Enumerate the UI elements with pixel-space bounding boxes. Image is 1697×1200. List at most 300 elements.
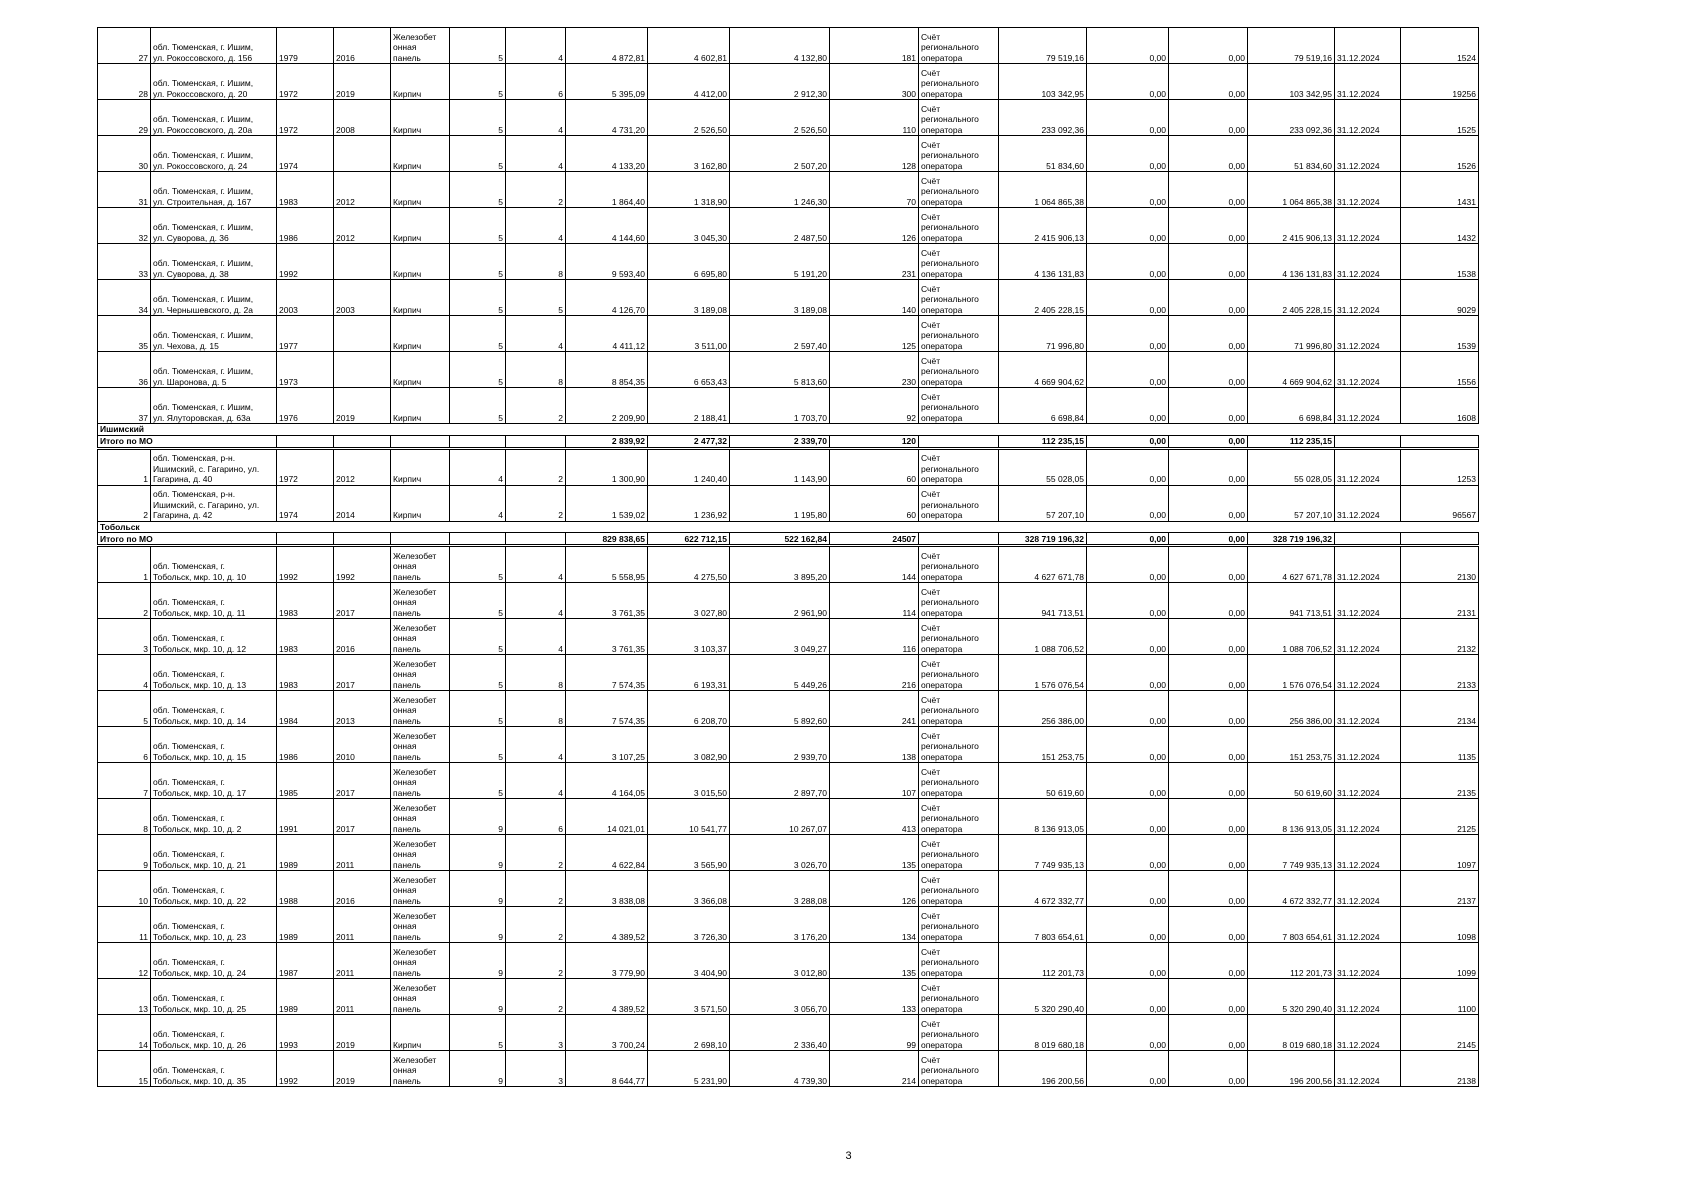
table-row <box>98 979 1479 1015</box>
total-cell-year-repair <box>334 435 391 448</box>
cell-v2: 0,00 <box>1169 64 1248 100</box>
cell-year-repair: 2008 <box>334 100 391 136</box>
cell-year-repair: 2012 <box>334 448 391 485</box>
total-label: Итого по МО <box>98 533 277 546</box>
cell-area-total: 14 021,01 <box>566 799 648 835</box>
cell-address: обл. Тюменская, г. Ишим, ул. Чернышевского, д. 2а <box>151 280 277 316</box>
cell-v2: 0,00 <box>1169 100 1248 136</box>
cell-residents: 214 <box>830 1051 919 1087</box>
cell-year-built: 1983 <box>277 619 334 655</box>
cell-area-b: 1 195,80 <box>730 485 830 521</box>
cell-n: 11 <box>98 907 151 943</box>
cell-area-b: 2 912,30 <box>730 64 830 100</box>
cell-v2: 0,00 <box>1169 546 1248 583</box>
cell-n: 4 <box>98 655 151 691</box>
cell-residents: 300 <box>830 64 919 100</box>
cell-area-b: 3 288,08 <box>730 871 830 907</box>
cell-v1: 0,00 <box>1087 907 1169 943</box>
cell-area-b: 1 703,70 <box>730 388 830 424</box>
cell-area-a: 4 602,81 <box>648 28 730 64</box>
cell-wall: Железобет онная панель <box>391 28 450 64</box>
cell-area-a: 6 653,43 <box>648 352 730 388</box>
cell-wall: Железобет онная панель <box>391 655 450 691</box>
cell-fund: Счёт регионального оператора <box>919 655 999 691</box>
cell-address: обл. Тюменская, г. Ишим, ул. Ялуторовская, д. 63а <box>151 388 277 424</box>
cell-floors: 4 <box>450 485 506 521</box>
cell-wall: Железобет онная панель <box>391 583 450 619</box>
cell-residents: 230 <box>830 352 919 388</box>
cell-amount: 4 136 131,83 <box>999 244 1087 280</box>
cell-area-b: 5 191,20 <box>730 244 830 280</box>
cell-v1: 0,00 <box>1087 28 1169 64</box>
cell-balance: 2 405 228,15 <box>1248 280 1335 316</box>
total-row <box>98 533 1479 546</box>
cell-balance: 51 834,60 <box>1248 136 1335 172</box>
total-cell-v1: 0,00 <box>1087 435 1169 448</box>
cell-balance: 71 996,80 <box>1248 316 1335 352</box>
cell-year-repair <box>334 244 391 280</box>
cell-area-total: 3 761,35 <box>566 619 648 655</box>
cell-fund: Счёт регионального оператора <box>919 691 999 727</box>
table-row <box>98 546 1479 583</box>
cell-entrances: 4 <box>506 583 566 619</box>
cell-floors: 5 <box>450 655 506 691</box>
cell-balance: 4 669 904,62 <box>1248 352 1335 388</box>
cell-address: обл. Тюменская, г. Тобольск, мкр. 10, д. 11 <box>151 583 277 619</box>
cell-area-total: 1 300,90 <box>566 448 648 485</box>
cell-balance: 6 698,84 <box>1248 388 1335 424</box>
table-row <box>98 208 1479 244</box>
cell-entrances: 4 <box>506 208 566 244</box>
cell-floors: 5 <box>450 172 506 208</box>
cell-area-total: 7 574,35 <box>566 655 648 691</box>
cell-v1: 0,00 <box>1087 1015 1169 1051</box>
cell-address: обл. Тюменская, г. Тобольск, мкр. 10, д. 24 <box>151 943 277 979</box>
cell-code: 2138 <box>1401 1051 1479 1087</box>
total-cell-area-a: 2 477,32 <box>648 435 730 448</box>
cell-year-built: 1986 <box>277 727 334 763</box>
table-row <box>98 388 1479 424</box>
cell-residents: 99 <box>830 1015 919 1051</box>
cell-area-b: 10 267,07 <box>730 799 830 835</box>
cell-v1: 0,00 <box>1087 448 1169 485</box>
total-cell-wall <box>391 435 450 448</box>
cell-fund: Счёт регионального оператора <box>919 835 999 871</box>
cell-amount: 112 201,73 <box>999 943 1087 979</box>
cell-area-total: 3 779,90 <box>566 943 648 979</box>
cell-n: 34 <box>98 280 151 316</box>
cell-entrances: 4 <box>506 28 566 64</box>
cell-n: 29 <box>98 100 151 136</box>
cell-year-repair: 2012 <box>334 172 391 208</box>
cell-fund: Счёт регионального оператора <box>919 136 999 172</box>
cell-amount: 256 386,00 <box>999 691 1087 727</box>
cell-code: 2137 <box>1401 871 1479 907</box>
cell-year-built: 1989 <box>277 835 334 871</box>
cell-area-total: 1 864,40 <box>566 172 648 208</box>
cell-area-b: 5 449,26 <box>730 655 830 691</box>
cell-residents: 135 <box>830 943 919 979</box>
cell-residents: 144 <box>830 546 919 583</box>
cell-year-built: 1985 <box>277 763 334 799</box>
cell-balance: 7 803 654,61 <box>1248 907 1335 943</box>
cell-fund: Счёт регионального оператора <box>919 763 999 799</box>
cell-code: 2133 <box>1401 655 1479 691</box>
cell-year-repair: 2011 <box>334 943 391 979</box>
cell-fund: Счёт регионального оператора <box>919 546 999 583</box>
total-cell-entrances <box>506 435 566 448</box>
cell-amount: 57 207,10 <box>999 485 1087 521</box>
total-cell-residents: 120 <box>830 435 919 448</box>
cell-v2: 0,00 <box>1169 619 1248 655</box>
cell-amount: 8 136 913,05 <box>999 799 1087 835</box>
cell-residents: 60 <box>830 448 919 485</box>
cell-address: обл. Тюменская, г. Ишим, ул. Чехова, д. 15 <box>151 316 277 352</box>
cell-address: обл. Тюменская, г. Ишим, ул. Рокоссовского, д. 20а <box>151 100 277 136</box>
cell-area-a: 6 193,31 <box>648 655 730 691</box>
cell-fund: Счёт регионального оператора <box>919 64 999 100</box>
cell-code: 1524 <box>1401 28 1479 64</box>
cell-v2: 0,00 <box>1169 1051 1248 1087</box>
cell-area-a: 3 045,30 <box>648 208 730 244</box>
cell-entrances: 4 <box>506 136 566 172</box>
cell-area-a: 10 541,77 <box>648 799 730 835</box>
cell-fund: Счёт регионального оператора <box>919 28 999 64</box>
cell-area-a: 3 015,50 <box>648 763 730 799</box>
cell-area-a: 6 695,80 <box>648 244 730 280</box>
table-row <box>98 871 1479 907</box>
cell-amount: 8 019 680,18 <box>999 1015 1087 1051</box>
cell-entrances: 4 <box>506 727 566 763</box>
cell-residents: 231 <box>830 244 919 280</box>
cell-address: обл. Тюменская, р-н. Ишимский, с. Гагарино, ул. Гагарина, д. 40 <box>151 448 277 485</box>
cell-address: обл. Тюменская, г. Ишим, ул. Шаронова, д. 5 <box>151 352 277 388</box>
section-header-row <box>98 521 1479 533</box>
table-row <box>98 655 1479 691</box>
cell-amount: 2 405 228,15 <box>999 280 1087 316</box>
cell-balance: 79 519,16 <box>1248 28 1335 64</box>
total-cell-v1: 0,00 <box>1087 533 1169 546</box>
cell-wall: Железобет онная панель <box>391 907 450 943</box>
cell-wall: Кирпич <box>391 448 450 485</box>
cell-v2: 0,00 <box>1169 871 1248 907</box>
cell-v1: 0,00 <box>1087 546 1169 583</box>
cell-area-total: 4 389,52 <box>566 979 648 1015</box>
cell-fund: Счёт регионального оператора <box>919 1051 999 1087</box>
cell-residents: 126 <box>830 208 919 244</box>
cell-amount: 51 834,60 <box>999 136 1087 172</box>
cell-v2: 0,00 <box>1169 28 1248 64</box>
cell-year-built: 1987 <box>277 943 334 979</box>
total-cell-amount: 112 235,15 <box>999 435 1087 448</box>
cell-year-repair: 2019 <box>334 388 391 424</box>
cell-amount: 941 713,51 <box>999 583 1087 619</box>
cell-n: 9 <box>98 835 151 871</box>
cell-n: 27 <box>98 28 151 64</box>
cell-floors: 5 <box>450 136 506 172</box>
cell-n: 2 <box>98 485 151 521</box>
cell-wall: Железобет онная панель <box>391 1051 450 1087</box>
cell-area-total: 3 761,35 <box>566 583 648 619</box>
total-cell-date <box>1335 435 1401 448</box>
cell-v1: 0,00 <box>1087 835 1169 871</box>
cell-year-built: 2003 <box>277 280 334 316</box>
cell-floors: 5 <box>450 208 506 244</box>
cell-fund: Счёт регионального оператора <box>919 100 999 136</box>
cell-area-a: 2 526,50 <box>648 100 730 136</box>
cell-date: 31.12.2024 <box>1335 979 1401 1015</box>
cell-residents: 181 <box>830 28 919 64</box>
cell-area-a: 4 412,00 <box>648 64 730 100</box>
cell-fund: Счёт регионального оператора <box>919 485 999 521</box>
cell-v2: 0,00 <box>1169 835 1248 871</box>
table-row <box>98 136 1479 172</box>
cell-date: 31.12.2024 <box>1335 352 1401 388</box>
cell-wall: Кирпич <box>391 100 450 136</box>
cell-floors: 5 <box>450 352 506 388</box>
cell-area-total: 4 411,12 <box>566 316 648 352</box>
cell-entrances: 5 <box>506 280 566 316</box>
cell-wall: Железобет онная панель <box>391 979 450 1015</box>
section-header-row <box>98 424 1479 436</box>
cell-v1: 0,00 <box>1087 943 1169 979</box>
cell-code: 9029 <box>1401 280 1479 316</box>
total-cell-floors <box>450 435 506 448</box>
total-cell-code <box>1401 533 1479 546</box>
cell-wall: Кирпич <box>391 244 450 280</box>
cell-date: 31.12.2024 <box>1335 619 1401 655</box>
cell-v2: 0,00 <box>1169 943 1248 979</box>
cell-floors: 5 <box>450 583 506 619</box>
cell-entrances: 4 <box>506 100 566 136</box>
cell-v2: 0,00 <box>1169 244 1248 280</box>
cell-amount: 103 342,95 <box>999 64 1087 100</box>
cell-balance: 4 627 671,78 <box>1248 546 1335 583</box>
cell-v2: 0,00 <box>1169 1015 1248 1051</box>
table-row <box>98 907 1479 943</box>
cell-v1: 0,00 <box>1087 619 1169 655</box>
cell-v2: 0,00 <box>1169 136 1248 172</box>
cell-area-total: 2 209,90 <box>566 388 648 424</box>
cell-floors: 9 <box>450 907 506 943</box>
cell-fund: Счёт регионального оператора <box>919 316 999 352</box>
cell-v2: 0,00 <box>1169 280 1248 316</box>
cell-entrances: 8 <box>506 691 566 727</box>
cell-n: 6 <box>98 727 151 763</box>
cell-fund: Счёт регионального оператора <box>919 907 999 943</box>
cell-balance: 233 092,36 <box>1248 100 1335 136</box>
cell-area-total: 4 144,60 <box>566 208 648 244</box>
cell-year-repair: 2019 <box>334 64 391 100</box>
cell-n: 12 <box>98 943 151 979</box>
cell-area-a: 3 162,80 <box>648 136 730 172</box>
cell-year-built: 1988 <box>277 871 334 907</box>
cell-fund: Счёт регионального оператора <box>919 943 999 979</box>
cell-code: 1539 <box>1401 316 1479 352</box>
cell-v2: 0,00 <box>1169 388 1248 424</box>
cell-residents: 128 <box>830 136 919 172</box>
cell-balance: 5 320 290,40 <box>1248 979 1335 1015</box>
cell-fund: Счёт регионального оператора <box>919 244 999 280</box>
cell-v1: 0,00 <box>1087 280 1169 316</box>
cell-amount: 50 619,60 <box>999 763 1087 799</box>
cell-date: 31.12.2024 <box>1335 208 1401 244</box>
cell-code: 1100 <box>1401 979 1479 1015</box>
cell-floors: 5 <box>450 546 506 583</box>
cell-fund: Счёт регионального оператора <box>919 799 999 835</box>
cell-area-total: 4 731,20 <box>566 100 648 136</box>
total-cell-residents: 24507 <box>830 533 919 546</box>
cell-residents: 138 <box>830 727 919 763</box>
cell-n: 13 <box>98 979 151 1015</box>
total-cell-fund <box>919 533 999 546</box>
total-cell-floors <box>450 533 506 546</box>
cell-date: 31.12.2024 <box>1335 727 1401 763</box>
cell-entrances: 2 <box>506 907 566 943</box>
cell-code: 1431 <box>1401 172 1479 208</box>
cell-year-built: 1977 <box>277 316 334 352</box>
cell-address: обл. Тюменская, г. Ишим, ул. Суворова, д. 36 <box>151 208 277 244</box>
cell-date: 31.12.2024 <box>1335 316 1401 352</box>
cell-fund: Счёт регионального оператора <box>919 619 999 655</box>
cell-year-built: 1989 <box>277 979 334 1015</box>
cell-amount: 79 519,16 <box>999 28 1087 64</box>
cell-area-a: 1 318,90 <box>648 172 730 208</box>
cell-fund: Счёт регионального оператора <box>919 979 999 1015</box>
cell-entrances: 2 <box>506 835 566 871</box>
cell-area-b: 2 526,50 <box>730 100 830 136</box>
cell-wall: Кирпич <box>391 136 450 172</box>
cell-area-b: 2 507,20 <box>730 136 830 172</box>
cell-date: 31.12.2024 <box>1335 136 1401 172</box>
cell-wall: Железобет онная панель <box>391 835 450 871</box>
cell-year-repair: 2019 <box>334 1051 391 1087</box>
cell-area-total: 8 854,35 <box>566 352 648 388</box>
cell-entrances: 6 <box>506 64 566 100</box>
cell-wall: Кирпич <box>391 485 450 521</box>
cell-fund: Счёт регионального оператора <box>919 208 999 244</box>
cell-entrances: 3 <box>506 1015 566 1051</box>
cell-code: 1526 <box>1401 136 1479 172</box>
cell-code: 2135 <box>1401 763 1479 799</box>
cell-wall: Кирпич <box>391 280 450 316</box>
cell-area-b: 3 056,70 <box>730 979 830 1015</box>
cell-entrances: 4 <box>506 763 566 799</box>
cell-entrances: 3 <box>506 1051 566 1087</box>
cell-entrances: 8 <box>506 244 566 280</box>
cell-address: обл. Тюменская, г. Тобольск, мкр. 10, д. 12 <box>151 619 277 655</box>
cell-balance: 1 088 706,52 <box>1248 619 1335 655</box>
cell-year-repair: 2011 <box>334 907 391 943</box>
cell-balance: 4 136 131,83 <box>1248 244 1335 280</box>
cell-date: 31.12.2024 <box>1335 691 1401 727</box>
cell-v1: 0,00 <box>1087 485 1169 521</box>
cell-v2: 0,00 <box>1169 655 1248 691</box>
cell-wall: Кирпич <box>391 172 450 208</box>
cell-date: 31.12.2024 <box>1335 485 1401 521</box>
cell-entrances: 2 <box>506 172 566 208</box>
cell-v1: 0,00 <box>1087 727 1169 763</box>
cell-area-total: 5 395,09 <box>566 64 648 100</box>
cell-year-built: 1984 <box>277 691 334 727</box>
cell-entrances: 2 <box>506 448 566 485</box>
cell-v2: 0,00 <box>1169 727 1248 763</box>
cell-n: 1 <box>98 546 151 583</box>
cell-v1: 0,00 <box>1087 100 1169 136</box>
cell-year-repair: 2014 <box>334 485 391 521</box>
cell-date: 31.12.2024 <box>1335 388 1401 424</box>
cell-amount: 7 803 654,61 <box>999 907 1087 943</box>
cell-entrances: 2 <box>506 979 566 1015</box>
cell-code: 1099 <box>1401 943 1479 979</box>
total-cell-balance: 328 719 196,32 <box>1248 533 1335 546</box>
cell-area-b: 3 049,27 <box>730 619 830 655</box>
page-number: 3 <box>845 1150 852 1162</box>
cell-year-built: 1972 <box>277 64 334 100</box>
cell-n: 10 <box>98 871 151 907</box>
cell-balance: 1 064 865,38 <box>1248 172 1335 208</box>
cell-wall: Кирпич <box>391 64 450 100</box>
cell-area-a: 3 511,00 <box>648 316 730 352</box>
cell-year-repair: 2016 <box>334 28 391 64</box>
cell-code: 19256 <box>1401 64 1479 100</box>
cell-v1: 0,00 <box>1087 583 1169 619</box>
total-cell-date <box>1335 533 1401 546</box>
cell-residents: 107 <box>830 763 919 799</box>
total-label: Итого по МО <box>98 435 277 448</box>
cell-wall: Кирпич <box>391 316 450 352</box>
cell-floors: 5 <box>450 280 506 316</box>
cell-address: обл. Тюменская, г. Тобольск, мкр. 10, д. 35 <box>151 1051 277 1087</box>
cell-year-repair: 2019 <box>334 1015 391 1051</box>
cell-date: 31.12.2024 <box>1335 64 1401 100</box>
cell-area-b: 3 176,20 <box>730 907 830 943</box>
cell-v2: 0,00 <box>1169 485 1248 521</box>
cell-amount: 196 200,56 <box>999 1051 1087 1087</box>
cell-residents: 70 <box>830 172 919 208</box>
cell-area-total: 4 126,70 <box>566 280 648 316</box>
cell-area-a: 2 698,10 <box>648 1015 730 1051</box>
cell-wall: Кирпич <box>391 1015 450 1051</box>
cell-residents: 126 <box>830 871 919 907</box>
cell-year-repair: 2017 <box>334 799 391 835</box>
cell-date: 31.12.2024 <box>1335 244 1401 280</box>
cell-floors: 5 <box>450 388 506 424</box>
cell-residents: 216 <box>830 655 919 691</box>
cell-n: 31 <box>98 172 151 208</box>
cell-area-b: 2 487,50 <box>730 208 830 244</box>
cell-floors: 5 <box>450 1015 506 1051</box>
cell-date: 31.12.2024 <box>1335 546 1401 583</box>
cell-code: 1525 <box>1401 100 1479 136</box>
cell-balance: 8 136 913,05 <box>1248 799 1335 835</box>
cell-fund: Счёт регионального оператора <box>919 1015 999 1051</box>
cell-area-b: 2 897,70 <box>730 763 830 799</box>
cell-v2: 0,00 <box>1169 979 1248 1015</box>
cell-year-repair: 2017 <box>334 763 391 799</box>
cell-year-built: 1991 <box>277 799 334 835</box>
cell-address: обл. Тюменская, г. Тобольск, мкр. 10, д. 26 <box>151 1015 277 1051</box>
cell-date: 31.12.2024 <box>1335 907 1401 943</box>
cell-wall: Железобет онная панель <box>391 763 450 799</box>
cell-address: обл. Тюменская, г. Ишим, ул. Строительная, д. 167 <box>151 172 277 208</box>
cell-code: 1098 <box>1401 907 1479 943</box>
cell-amount: 4 627 671,78 <box>999 546 1087 583</box>
cell-code: 96567 <box>1401 485 1479 521</box>
cell-date: 31.12.2024 <box>1335 1051 1401 1087</box>
cell-amount: 4 669 904,62 <box>999 352 1087 388</box>
table-row <box>98 244 1479 280</box>
